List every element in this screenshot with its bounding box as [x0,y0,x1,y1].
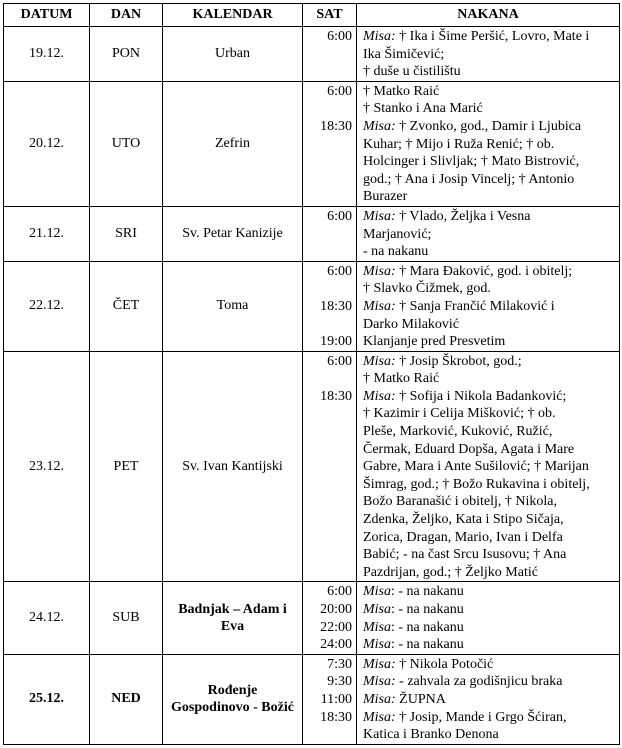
cell-dan: NED [90,654,163,744]
cell-sat [303,261,357,351]
nakana-line: Babić; - na čast Srcu Isusovu; † Ana [363,547,567,563]
nakana-line: † Stanko i Ana Marić [363,101,483,117]
nakana-line: Holcinger i Slivljak; † Mato Bistrović, [363,154,580,170]
nakana-line: Misa: ŽUPNA [363,691,446,707]
nakana-line: Misa: † Josip, Mande i Grgo Šćiran, [363,709,567,725]
nakana-line: Misa: - na nakanu [363,637,464,653]
time-value: 7:30 [327,656,352,672]
misa-label: Misa: [363,656,396,672]
cell-sat [303,654,357,744]
nakana-line: - na nakanu [363,244,429,260]
table-row [4,582,620,654]
nakana-line: Misa: † Sanja Frančić Milaković i [363,298,555,314]
time-value: 18:30 [320,118,352,134]
misa-label: Misa: [363,353,396,369]
time-value: 19:00 [320,334,352,350]
nakana-line: Ika Šimičević; [363,46,445,62]
time-value: 18:30 [320,298,352,314]
cell-datum: 21.12. [4,206,90,261]
time-value [307,100,352,118]
misa-label: Misa [363,602,391,617]
misa-label: Misa: [363,709,396,725]
nakana-line: Misa: † Josip Škrobot, god.; [363,353,522,369]
time-value: 18:30 [320,709,352,725]
cell-datum: 25.12. [4,654,90,744]
time-value [307,316,352,334]
misa-label: Misa: [363,674,396,690]
nakana-line: Misa: † Ika i Šime Peršić, Lovro, Mate i [363,29,590,44]
cell-kalendar: Zefrin [163,81,303,206]
table-row [4,261,620,351]
nakana-line: † Matko Raić [363,371,440,387]
cell-dan: PET [90,351,163,582]
nakana-line: Šimrag, god.; † Božo Rukavina i obitelj, [363,476,590,492]
cell-nakana [357,81,620,206]
nakana-line: Zorica, Dragan, Mario, Ivan i Delfa [363,529,563,545]
nakana-line: † duše u čistilištu [363,64,461,80]
cell-dan: UTO [90,81,163,206]
header-nakana: NAKANA [357,4,620,27]
cell-sat [303,27,357,82]
table-row [4,654,620,744]
misa-label: Misa: [363,691,396,707]
nakana-line: Zdenka, Željko, Kata i Stipo Sičaja, [363,512,564,528]
cell-dan: ČET [90,261,163,351]
misa-label: Misa: [363,29,396,44]
cell-sat [303,351,357,582]
header-row [4,4,620,27]
table-row [4,351,620,582]
time-value [307,370,352,388]
table-row [4,206,620,261]
cell-sat [303,206,357,261]
misa-label: Misa: [363,118,396,134]
nakana-line: Misa: - na nakanu [363,619,464,635]
nakana-line: Misa: † Nikola Potočić [363,656,494,672]
cell-dan: SRI [90,206,163,261]
nakana-line: Katica i Branko Denona [363,727,499,743]
nakana-line: Misa: - na nakanu [363,584,464,600]
misa-label: Misa: [363,263,396,279]
nakana-line: Božo Baranašić i obitelj, † Nikola, [363,494,558,510]
time-value: 20:00 [320,602,352,617]
nakana-line: Kuhar; † Mijo i Ruža Renić; † ob. [363,136,555,152]
nakana-line: Misa: † Sofija i Nikola Badanković; [363,388,567,404]
cell-sat [303,81,357,206]
time-value: 6:00 [327,263,352,279]
nakana-line: † Slavko Čižmek, god. [363,281,491,297]
time-value: 9:30 [327,674,352,690]
nakana-line: Misa: † Mara Đaković, god. i obitelj; [363,263,573,279]
cell-sat [303,582,357,654]
cell-kalendar: Toma [163,261,303,351]
time-value: 6:00 [327,83,352,99]
cell-datum: 22.12. [4,261,90,351]
cell-datum: 19.12. [4,27,90,82]
header-sat: SAT [303,4,357,27]
nakana-line: Misa: - na nakanu [363,602,464,617]
cell-datum: 24.12. [4,582,90,654]
nakana-line: god.; † Ana i Josip Vincelj; † Antonio [363,171,575,187]
nakana-line: † Kazimir i Celija Mišković; † ob. [363,406,556,422]
cell-nakana [357,206,620,261]
nakana-line: Misa: † Vlado, Željka i Vesna [363,208,531,224]
misa-label: Misa [363,637,391,653]
misa-label: Misa: [363,298,396,314]
nakana-line: † Matko Raić [363,83,440,99]
cell-kalendar: Urban [163,27,303,82]
nakana-line: Misa: † Zvonko, god., Damir i Ljubica [363,118,582,134]
misa-label: Misa [363,584,391,600]
nakana-line: Marjanović; [363,226,432,242]
nakana-line: Klanjanje pred Presvetim [363,334,506,350]
cell-kalendar: Sv. Petar Kanizije [163,206,303,261]
time-value: 22:00 [320,619,352,635]
time-value: 6:00 [327,208,352,224]
time-value: 11:00 [320,691,352,707]
table-row [4,27,620,82]
header-kalendar: KALENDAR [163,4,303,27]
cell-dan: SUB [90,582,163,654]
cell-kalendar: Badnjak – Adam i Eva [163,582,303,654]
cell-kalendar: Sv. Ivan Kantijski [163,351,303,582]
header-dan: DAN [90,4,163,27]
nakana-line: Darko Milaković [363,316,460,332]
nakana-line: Burazer [363,189,408,205]
nakana-line: Pleše, Marković, Kuković, Ružić, [363,424,553,440]
cell-dan: PON [90,27,163,82]
cell-kalendar: Rođenje Gospodinovo - Božić [163,654,303,744]
misa-label: Misa: [363,388,396,404]
time-value: 24:00 [320,637,352,653]
time-value: 6:00 [327,353,352,369]
table-row [4,81,620,206]
time-value: 18:30 [320,388,352,404]
time-value: 6:00 [327,584,352,600]
nakana-line: Pazdrijan, god.; † Željko Matić [363,564,538,580]
nakana-line: Misa: - zahvala za godišnjicu braka [363,674,563,690]
cell-nakana [357,582,620,654]
cell-nakana [357,27,620,82]
cell-nakana [357,261,620,351]
cell-datum: 20.12. [4,81,90,206]
cell-nakana [357,351,620,582]
cell-nakana [357,654,620,744]
header-datum: DATUM [4,4,90,27]
nakana-line: Gabre, Mara i Ante Sušilović; † Marijan [363,459,589,475]
misa-label: Misa: [363,208,396,224]
misa-label: Misa [363,619,391,635]
nakana-line: Čermak, Eduard Dopša, Agata i Mare [363,441,575,457]
time-value: 6:00 [327,29,352,44]
cell-datum: 23.12. [4,351,90,582]
time-value [307,280,352,298]
schedule-table [3,3,620,745]
